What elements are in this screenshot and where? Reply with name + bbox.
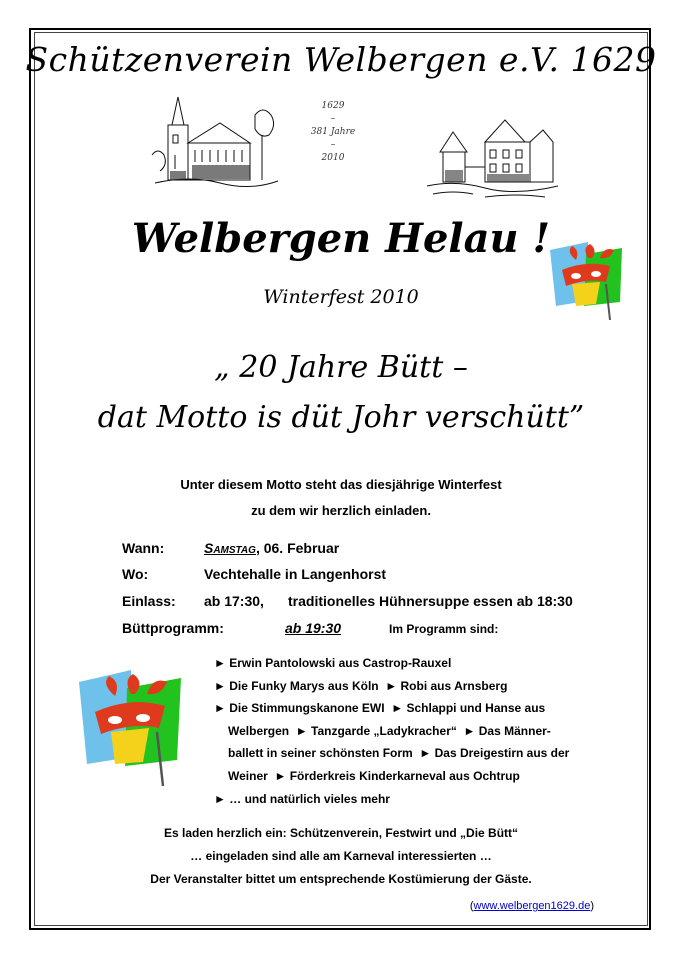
program-line (214, 675, 604, 698)
act-item: Das Männer- (478, 723, 551, 738)
closing-line-3: Der Veranstalter bittet um entsprechende Kostümierung der Gäste. (150, 872, 532, 886)
bullet-icon: ► (463, 723, 476, 738)
act-item: Weiner (228, 768, 268, 783)
einlass-time: ab 17:30, (204, 593, 264, 609)
motto-line-2: dat Motto is düt Johr verschütt” (97, 400, 585, 435)
butt-time: ab 19:30 (285, 620, 342, 636)
program-line (214, 765, 604, 788)
butt-label: Büttprogramm: (122, 620, 224, 636)
program-line (214, 788, 604, 811)
wann-label: Wann: (122, 540, 165, 556)
club-title: Schützenverein Welbergen e.V. 1629 (25, 40, 657, 79)
wann-day: Samstag (204, 540, 256, 556)
bullet-icon: ► (214, 791, 226, 806)
year-current: 2010 (321, 153, 345, 163)
paren-open: ( (469, 900, 474, 912)
act-item: Förderkreis Kinderkarneval aus Ochtrup (289, 768, 520, 783)
event-subtitle: Winterfest 2010 (263, 286, 419, 308)
program-line (214, 697, 604, 720)
website-footer (470, 900, 594, 912)
intro-text (0, 472, 682, 524)
paren-close: ) (590, 900, 594, 912)
church-sketch (150, 95, 280, 190)
motto-line-1: „ 20 Jahre Bütt – (214, 350, 468, 385)
program-list (214, 652, 604, 810)
wann-date: , 06. Februar (255, 540, 340, 556)
closing-line-2: … eingeladen sind alle am Karneval interessierten … (190, 849, 492, 863)
program-line (214, 652, 604, 675)
castle-sketch (425, 112, 560, 202)
act-item: Tanzgarde „Ladykracher“ (311, 723, 457, 738)
bullet-icon: ► (419, 746, 432, 761)
act-item: ballett in seiner schönsten Form (228, 746, 413, 761)
act-item: Das Dreigestirn aus der (434, 746, 570, 761)
bullet-icon: ► (274, 768, 287, 783)
dash-1: – (330, 114, 336, 124)
bullet-icon: ► (295, 723, 308, 738)
act-item: Die Funky Marys aus Köln (229, 678, 379, 693)
wo-value: Vechtehalle in Langenhorst (204, 566, 387, 582)
year-founded: 1629 (321, 101, 345, 111)
wo-label: Wo: (122, 566, 149, 582)
carnival-mask-icon (548, 240, 626, 322)
act-item: Schlappi und Hanse aus (406, 701, 546, 716)
act-item: Die Stimmungskanone EWI (229, 701, 385, 716)
carnival-mask-icon-large (77, 668, 185, 788)
bullet-icon: ► (214, 656, 226, 670)
bullet-icon: ► (385, 678, 398, 693)
act-item: Erwin Pantolowski aus Castrop-Rauxel (229, 656, 452, 670)
intro-line-1: Unter diesem Motto steht das diesjährige Winterfest (180, 477, 502, 492)
closing-text (0, 822, 682, 891)
einlass-note: traditionelles Hühnersuppe essen ab 18:30 (288, 593, 573, 609)
program-line (214, 742, 604, 765)
einlass-label: Einlass: (122, 593, 176, 609)
bullet-icon: ► (391, 701, 404, 716)
act-item: Robi aus Arnsberg (400, 678, 508, 693)
closing-line-1: Es laden herzlich ein: Schützenverein, Festwirt und „Die Bütt“ (163, 826, 519, 840)
programm-label: Im Programm sind: (389, 622, 499, 636)
program-line (214, 720, 604, 743)
intro-line-2: zu dem wir herzlich einladen. (251, 503, 431, 518)
anniversary-text: 381 Jahre (310, 127, 356, 137)
act-item: Welbergen (228, 723, 290, 738)
anniversary-block (308, 100, 358, 165)
act-item: … und natürlich vieles mehr (229, 791, 390, 806)
bullet-icon: ► (214, 678, 226, 693)
event-headline: Welbergen Helau ! (131, 215, 551, 262)
website-link[interactable]: www.welbergen1629.de (473, 900, 591, 912)
bullet-icon: ► (214, 701, 226, 716)
wann-value (204, 540, 339, 556)
dash-2: – (330, 140, 336, 150)
